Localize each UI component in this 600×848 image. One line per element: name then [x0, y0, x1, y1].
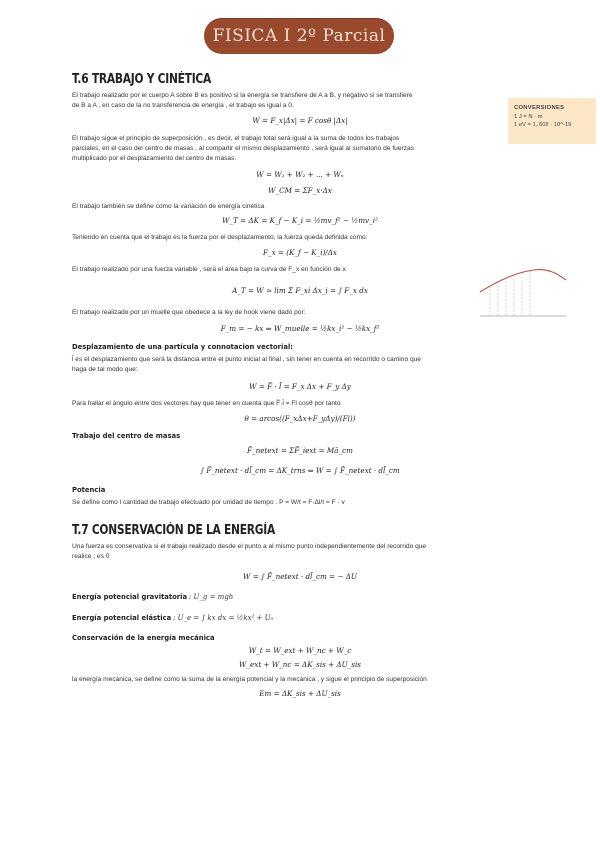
text-line: haga de tal modo que: — [72, 366, 138, 373]
subheading: Conservación de la energía mecánica — [72, 634, 215, 642]
equation: W = W₁ + W₂ + ... + Wₙ — [256, 170, 344, 179]
equation: F̄_netext = ΣF̄_iext = Mā_cm — [247, 446, 353, 455]
paragraph: Se define como l cantidad de trabajo efectuado por unidad de tiempo . P = W/t = F·Δl/t = F · v — [72, 499, 345, 506]
equation: W_t = W_ext + W_nc + W_c — [248, 646, 352, 655]
note-line: 1 J = N · m — [514, 113, 543, 120]
title-banner: FISICA I 2º Parcial — [204, 18, 394, 54]
equation: W_ext + W_nc = ΔK_sis + ΔU_sis — [239, 660, 361, 669]
text-line: l̄ es el desplazamiento que será la distancia entre el punto inicial al final , sin tener en cuenta en recorrido o camino que — [72, 356, 421, 363]
paragraph: El trabajo realizado por una fuerza variable , será el área bajo la curva de F_x en función de x — [72, 266, 346, 273]
subheading: Energía potencial elástica — [72, 614, 172, 622]
equation: θ = arcos((F_xΔx+F_yΔy)/(Fl)) — [244, 414, 356, 423]
conversions-note — [508, 98, 596, 144]
equation: Em = ΔK_sis + ΔU_sis — [259, 689, 341, 698]
note-line: 1 eV = 1, 602 · 10^-19 — [514, 122, 572, 128]
paragraph: Teniendo en cuenta que el trabajo es la fuerza por el desplazamiento, la fuerza queda definida como: — [72, 234, 368, 241]
paragraph: la energía mecánica, se define como la suma de la energía potencial y la mecánica , y sigue el principio de superposición — [72, 676, 427, 683]
text-line: realice , es 0 — [72, 553, 110, 560]
definition-line — [72, 613, 522, 624]
paragraph: Para hallar el ángulo entre dos vectores hay que tener en cuenta que F̄·l̄ = Fl cosθ por tanto — [72, 400, 341, 407]
paragraph — [72, 355, 522, 375]
paragraph: El trabajo también se define como la variación de energía cinética — [72, 203, 265, 210]
text-line: de B a A , en caso de la no transferencia de energía , el trabajo es igual a 0. — [72, 102, 294, 109]
paragraph: El trabajo realizado por un muelle que obedece a la ley de hook viene dado por: — [72, 309, 306, 316]
subheading: Potencia — [72, 486, 106, 494]
equation: F_x = (K_f − K_i)/Δx — [263, 248, 337, 257]
inline-equation: : U_e = ∫ kx dx = ½kx² + U₀ — [173, 614, 274, 622]
equation: W_CM = ΣF_x·Δx — [268, 186, 332, 195]
note-title: CONVERSIONES — [514, 105, 565, 111]
force-curve — [480, 270, 566, 292]
equation: W = ∫ F̄_netext · dl̄_cm = − ΔU — [243, 572, 357, 581]
paragraph — [72, 542, 522, 562]
paragraph — [72, 91, 512, 111]
definition-line — [72, 592, 522, 603]
equation: W = F̄ · l̄ = F_x Δx + F_y Δy — [249, 382, 351, 391]
text-line: El trabajo realizado por el cuerpo A sobre B es positivo si la energía se transfiere de A a B, y negativo si se transfiere — [72, 92, 413, 99]
equation: A_T = W ≃ lim Σ F_xi Δx_i = ∫ F_x dx — [232, 286, 368, 295]
equation: W = F_x|Δx| = F cosθ |Δx| — [252, 116, 348, 125]
equation: F_m = − kx ⇔ W_muelle = ½kx_i² − ½kx_f² — [220, 324, 380, 333]
paragraph — [72, 134, 512, 164]
subheading: Energía potencial gravitatoria — [72, 593, 188, 601]
section-title: T.7 CONSERVACIÓN DE LA ENERGÍA — [72, 523, 275, 538]
subheading: Desplazamiento de una partícula y connotacion vectorial: — [72, 343, 293, 351]
inline-equation: : U_g = mgh — [188, 593, 234, 601]
equation: W_T = ΔK = K_f − K_i = ½mv_f² − ½mv_i² — [222, 216, 378, 225]
equation: ∫ F̄_netext · dl̄_cm = ΔK_trns ⇔ W = ∫ F̄_netext · dl̄_cm — [200, 466, 400, 475]
subheading: Trabajo del centro de masas — [72, 432, 181, 440]
text-line: Una fuerza es conservativa si el trabajo realizado desde el punto a al mismo punto independientemente del recorrido que — [72, 543, 427, 550]
text-line: El trabajo sigue el principio de superposición , es decir, el trabajo total será igual a la suma de todos los trabajos — [72, 135, 400, 142]
text-line: parciales, en el caso del centro de masas , al compartir el mismo desplazamiento , será igual al sumatorio de fuerzas — [72, 145, 414, 152]
text-line: multiplicado por el desplazamiento del centro de masas. — [72, 155, 237, 162]
section-title: T.6 TRABAJO Y CINÉTICA — [72, 72, 212, 87]
